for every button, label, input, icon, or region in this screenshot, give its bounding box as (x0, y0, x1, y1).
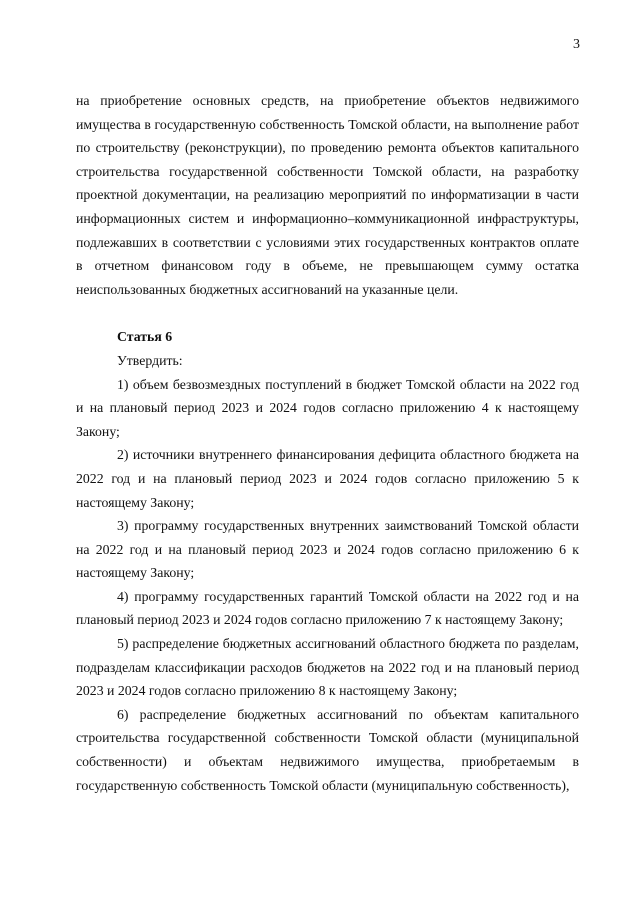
article-title: Статья 6 (117, 329, 173, 345)
list-item-1: 1) объем безвозмездных поступлений в бюджет Томской области на 2022 год и на плановый период 2023 и 2024 годов согласно приложению 4 к настоящему Закону; (76, 376, 579, 439)
page-number: 3 (573, 37, 580, 52)
list-item-2: 2) источники внутреннего финансирования дефицита областного бюджета на 2022 год и на плановый период 2023 и 2024 годов согласно приложению 5 к настоящему Закону; (76, 447, 579, 510)
list-item-5: 5) распределение бюджетных ассигнований областного бюджета по разделам, подразделам классификации расходов бюджетов на 2022 год и на плановый период 2023 и 2024 годов согласно приложению 8 к настоящему Закону; (76, 636, 579, 699)
list-item-4: 4) программу государственных гарантий Томской области на 2022 год и на плановый период 2023 и 2024 годов согласно приложению 7 к настоящему Закону; (76, 588, 579, 628)
intro-paragraph: на приобретение основных средств, на приобретение объектов недвижимого имущества в государственную собственность Томской области, на выполнение работ по строительству (реконструкции), по проведению ремонта объектов капитального строительства государственной собственности Томской области, на разработку проектной документации, на реализацию мероприятий по информатизации в части информационных систем и информационно–коммуникационной инфраструктуры, подлежавших в соответствии с условиями этих государственных контрактов оплате в отчетном финансовом году в объеме, не превышающем сумму остатка неиспользованных бюджетных ассигнований на указанные цели. (76, 93, 579, 297)
list-item-3: 3) программу государственных внутренних заимствований Томской области на 2022 год и на плановый период 2023 и 2024 годов согласно приложению 6 к настоящему Закону; (76, 518, 579, 581)
approve-label: Утвердить: (117, 352, 183, 368)
list-item-6: 6) распределение бюджетных ассигнований по объектам капитального строительства государственной собственности Томской области (муниципальной собственности) и объектам недвижимого имущества, приобретаемым в государственную собственность Томской области (муниципальную собственность), (76, 706, 579, 793)
document-body (76, 89, 579, 797)
